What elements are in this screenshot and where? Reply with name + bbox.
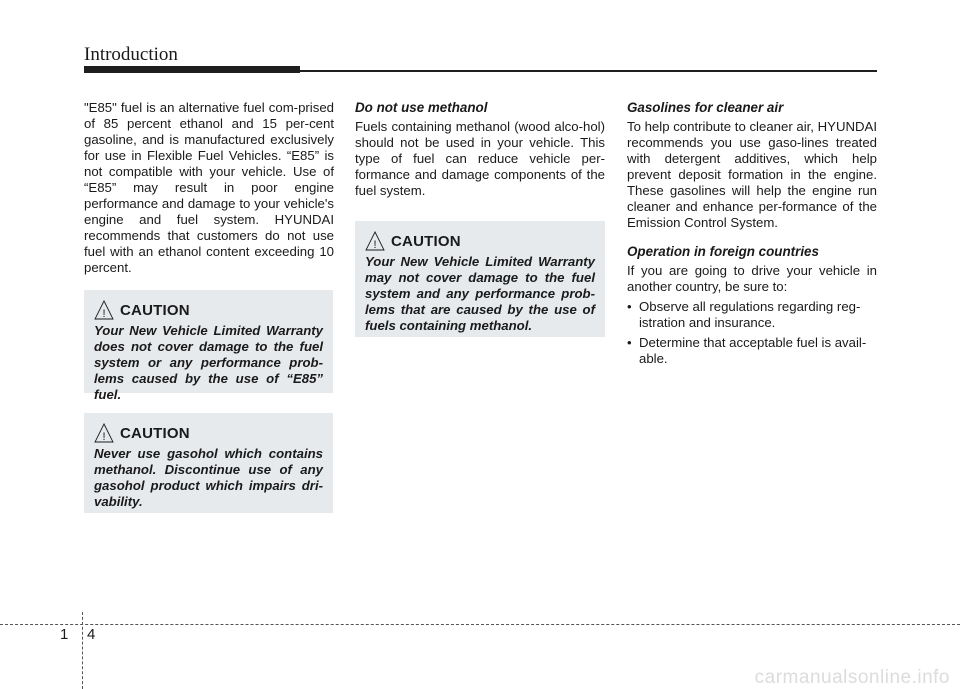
warning-triangle-icon: [94, 423, 114, 443]
header-rule-thin: [300, 70, 877, 72]
caution-title: CAUTION: [391, 232, 461, 250]
chapter-number: 1: [60, 626, 69, 643]
column-3: [627, 100, 877, 371]
column-1: [84, 100, 334, 276]
caution-box-methanol: [355, 221, 605, 337]
caution-header: [94, 423, 323, 443]
caution-text: Never use gasohol which contains methanol. Discontinue use of any gasohol product which impairs dri-vability.: [94, 446, 323, 509]
cleaner-air-paragraph: To help contribute to cleaner air, HYUNDAI recommends you use gaso-lines treated with detergent additives, which help prevent deposit formation in the engine. These gasolines will help the engine run cleaner and enhance per-formance of the Emission Control System.: [627, 119, 877, 230]
footer-divider: [82, 612, 83, 689]
caution-text: Your New Vehicle Limited Warranty may not cover damage to the fuel system and any performance prob-lems that are caused by the use of fuels containing methanol.: [365, 254, 595, 333]
methanol-paragraph: Fuels containing methanol (wood alco-hol) should not be used in your vehicle. This type of fuel can reduce vehicle per-formance and damage components of the fuel system.: [355, 119, 605, 198]
list-item: • Determine that acceptable fuel is avail-able.: [627, 335, 867, 366]
warning-triangle-icon: [94, 300, 114, 320]
e85-paragraph: "E85" fuel is an alternative fuel com-prised of 85 percent ethanol and 15 per-cent gasoline, and is manufactured exclusively for use in Flexible Fuel Vehicles. “E85” is not compatible with your vehicle. Use of “E85” may result in poor engine performance and damage to your vehicle's engine and fuel system. HYUNDAI recommends that customers do not use fuel with an ethanol content exceeding 10 percent.: [84, 100, 334, 275]
header-rule-thick: [84, 66, 300, 73]
foreign-countries-list: [627, 299, 877, 367]
page-number: 4: [87, 626, 96, 643]
caution-box-e85: [84, 290, 333, 402]
cleaner-air-heading: Gasolines for cleaner air: [627, 100, 784, 115]
foreign-countries-heading: Operation in foreign countries: [627, 244, 819, 259]
list-item: • Observe all regulations regarding reg-istration and insurance.: [627, 299, 861, 330]
svg-text:!: !: [102, 431, 106, 443]
footer-rule: [0, 624, 960, 625]
methanol-heading: Do not use methanol: [355, 100, 488, 115]
caution-text: Your New Vehicle Limited Warranty does not cover damage to the fuel system or any performance prob-lems caused by the use of “E85” fuel.: [94, 323, 323, 402]
svg-text:!: !: [373, 239, 377, 251]
page-header-title: Introduction: [84, 44, 178, 65]
foreign-countries-paragraph: If you are going to drive your vehicle in another country, be sure to:: [627, 263, 877, 294]
caution-box-gasohol: [84, 413, 333, 513]
watermark: carmanualsonline.info: [754, 667, 950, 688]
caution-header: [365, 231, 595, 251]
caution-title: CAUTION: [120, 301, 190, 319]
caution-title: CAUTION: [120, 424, 190, 442]
warning-triangle-icon: [365, 231, 385, 251]
caution-header: [94, 300, 323, 320]
column-2: [355, 100, 605, 199]
svg-text:!: !: [102, 308, 106, 320]
